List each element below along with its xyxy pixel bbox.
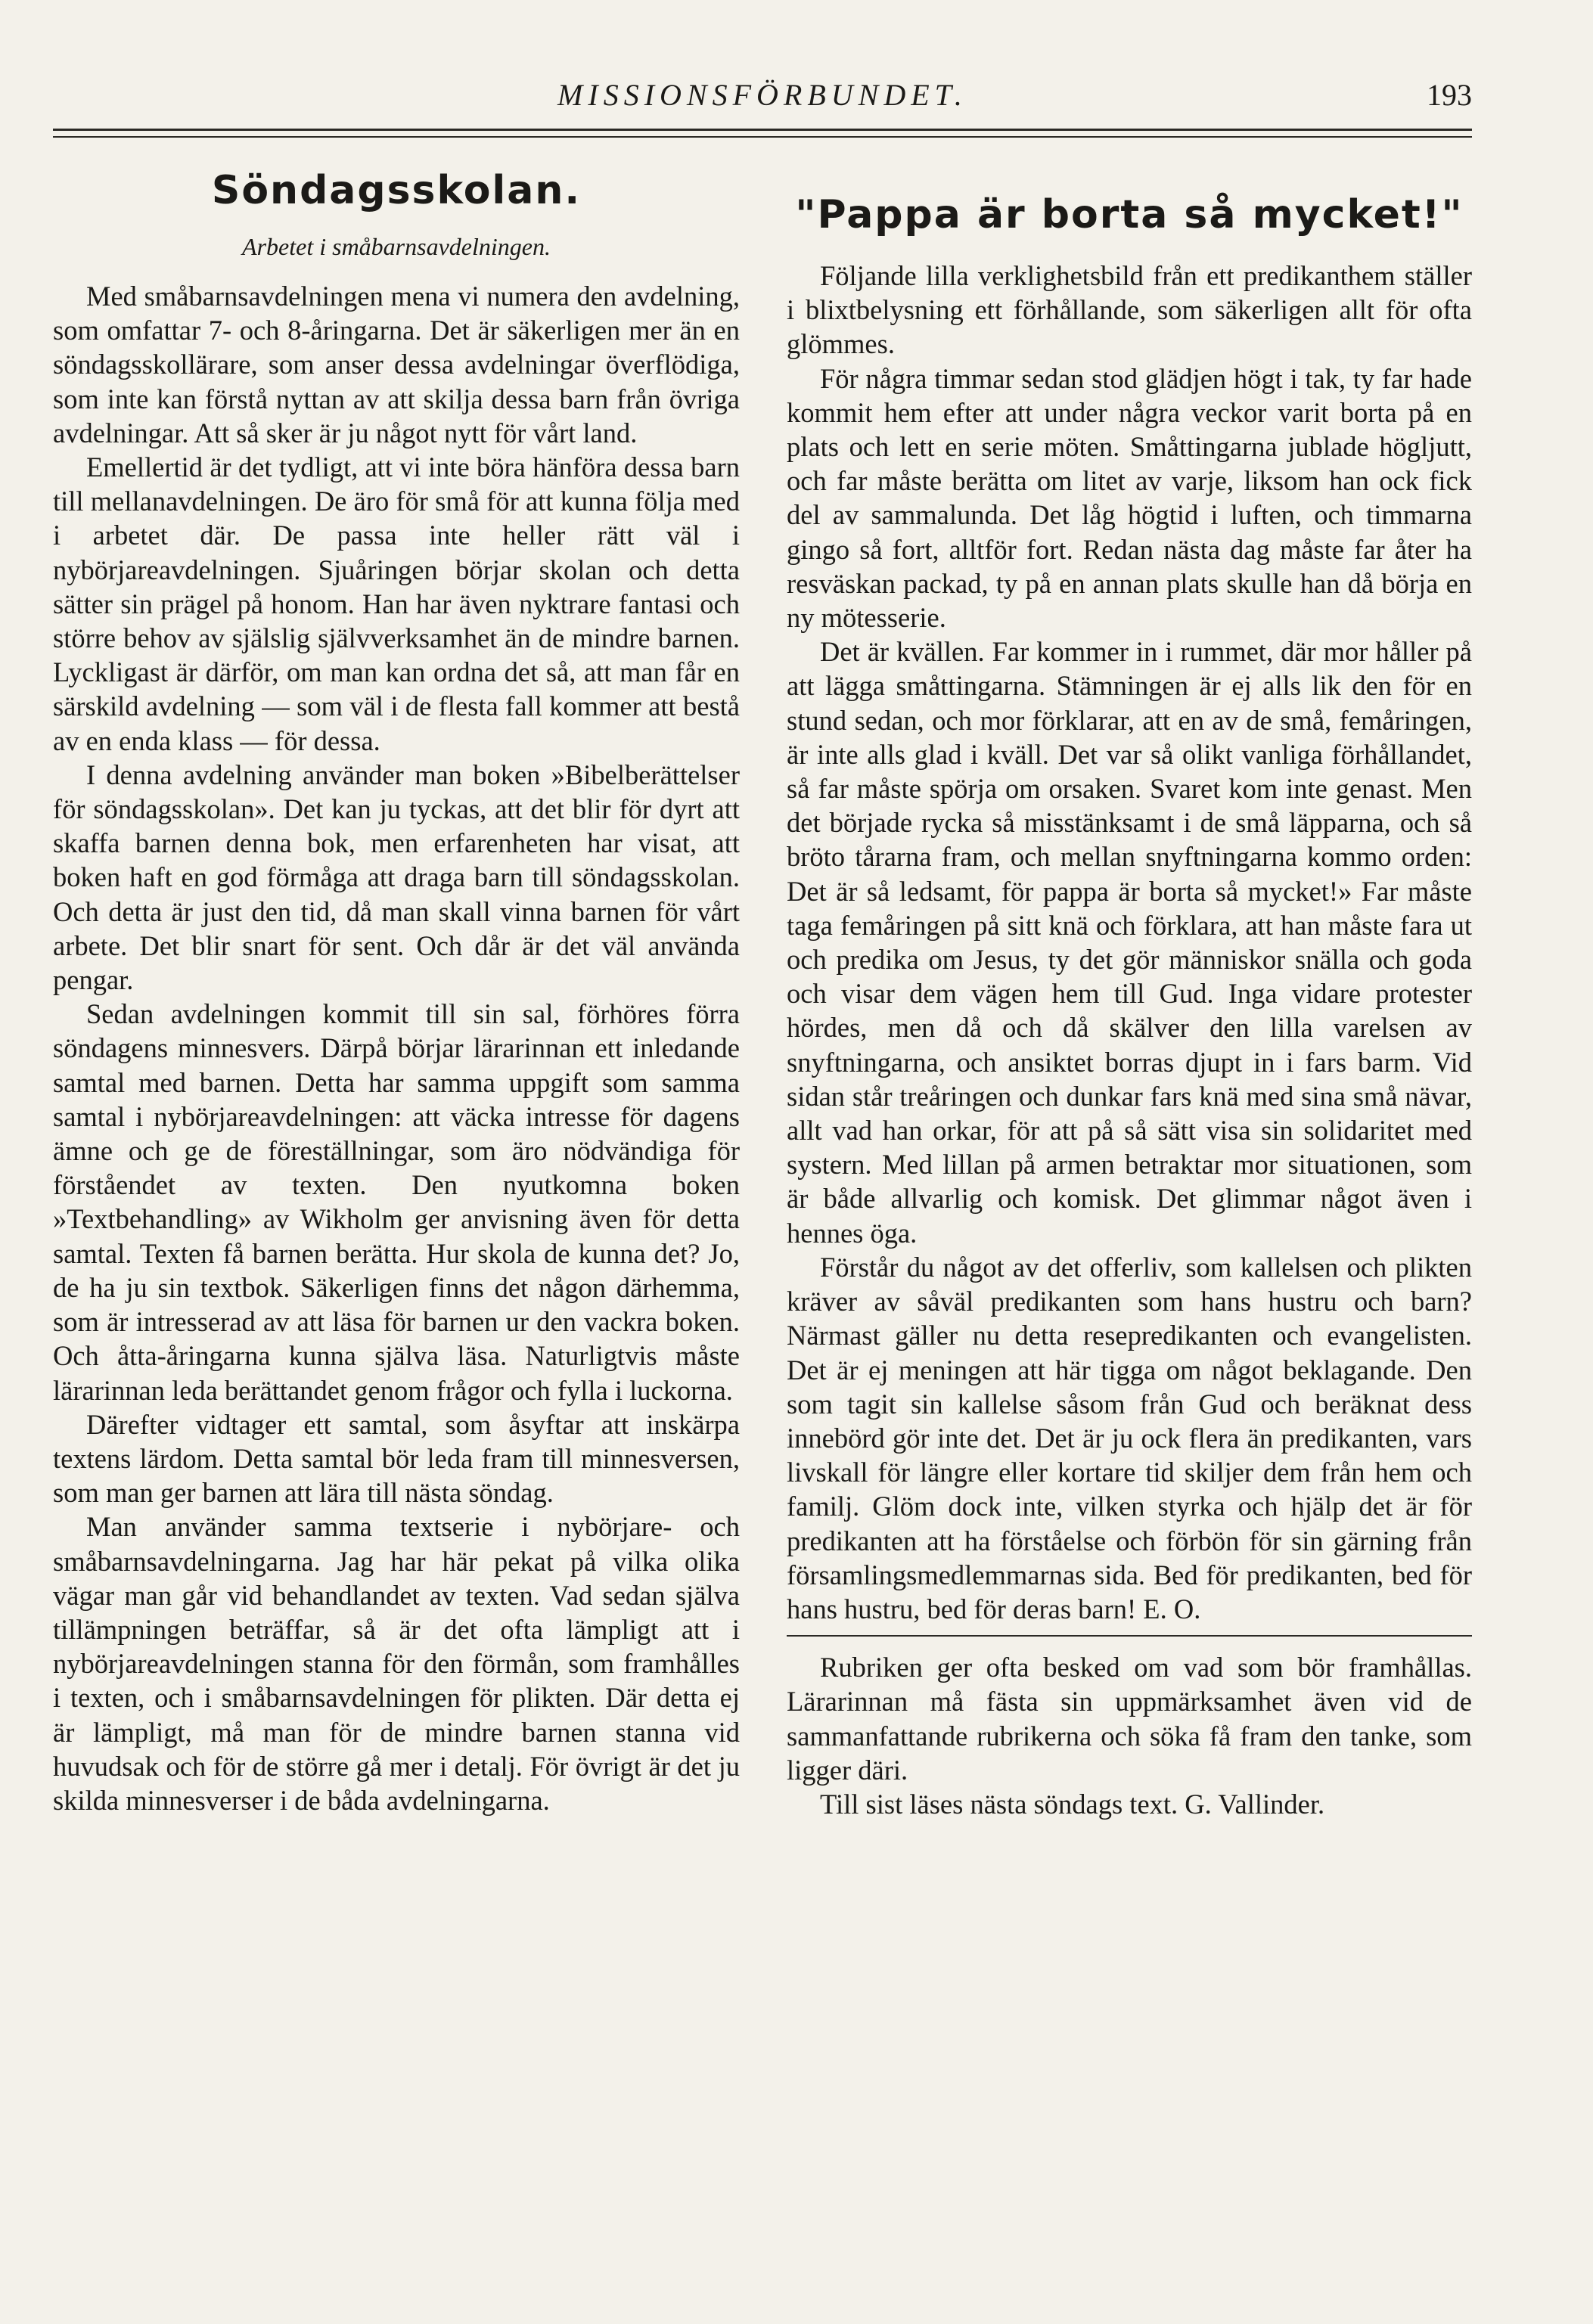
right-column	[787, 166, 1472, 1821]
article-paragraph: För några timmar sedan stod glädjen högt i tak, ty far hade kommit hem efter att under några veckor varit borta på en plats och lett en serie möten. Småttingarna jublade högljutt, och far måste berätta om litet av varje, liksom han ock fick del av sammalunda. Det låg högtid i luften, och timmarna gingo så fort, alltför fort. Redan nästa dag måste far åter ha resväskan packad, ty på en annan plats skulle han då börja en ny mötesserie.	[787, 362, 1472, 634]
article-title-pappa: "Pappa är borta så mycket!"	[795, 192, 1464, 237]
section-divider	[787, 1635, 1472, 1637]
left-column	[53, 166, 740, 1817]
article-paragraph: I denna avdelning använder man boken »Bibelberättelser för söndagsskolan». Det kan ju tyckas, att det blir för dyrt att skaffa barnen denna bok, men erfarenheten har visat, att boken haft en god förmåga att draga barn till söndagsskolan. Och detta är just den tid, då man skall vinna barnen för vårt arbete. Det blir snart för sent. Och dår är det väl använda pengar.	[53, 759, 740, 996]
article-paragraph: Sedan avdelningen kommit till sin sal, förhöres förra söndagens minnesvers. Därpå börjar lärarinnan ett inledande samtal med barnen. Detta har samma uppgift som samma samtal i nybörjareavdelningen: att väcka intresse för dagens ämne och ge de föreställningar, som äro nödvändiga för förståendet av texten. Den nyutkomna boken »Textbehandling» av Wikholm ger anvisning även för detta samtal. Texten få barnen berätta. Hur skola de kunna det? Jo, de ha ju sin textbok. Säkerligen finns det någon därhemma, som är intresserad av att läsa för barnen ur den vackra boken. Och åtta-åringarna kunna själva läsa. Naturligtvis måste lärarinnan leda berättandet genom frågor och fylla i luckorna.	[53, 998, 740, 1406]
running-header	[53, 77, 1472, 123]
article-paragraph: Förstår du något av det offerliv, som kallelsen och plikten kräver av såväl predikanten som hans hustru och barn? Närmast gäller nu detta resepredikanten och evangelisten. Det är ej meningen att här tigga om något beklagande. Den som tagit sin kallelse såsom från Gud och beräknat dess innebörd gör inte det. Det är ju ock flera än predikanten, vars livskall för längre eller kortare tid skiljer dem från hem och familj. Glöm dock inte, vilken styrka och hjälp det är för predikanten att ha förståelse och förbön för sin gärning från församlingsmedlemmarnas sida. Bed för predikanten, bed för hans hustru, bed för deras barn! E. O.	[787, 1251, 1472, 1624]
article-paragraph: Med småbarnsavdelningen mena vi numera den avdelning, som omfattar 7- och 8-åringarna. Det är säkerligen mer än en söndagsskollärare, som anser dessa avdelningar överflödiga, som inte kan förstå nyttan av att skilja dessa barn från övriga avdelningar. Att så sker är ju något nytt för vårt land.	[53, 281, 740, 448]
article-subtitle: Arbetet i småbarnsavdelningen.	[242, 233, 551, 260]
note-paragraph: Till sist läses nästa söndags text. G. Vallinder.	[820, 1788, 1325, 1820]
journal-title: MISSIONSFÖRBUNDET.	[557, 78, 967, 112]
article-paragraph: Man använder samma textserie i nybörjare- och småbarnsavdelningarna. Jag har här pekat på vilka olika vägar man går vid behandlandet av texten. Vad sedan själva tillämpningen beträffar, så är det ofta lämpligt att i nybörjareavdelningen stanna för den förmån, som framhålles i texten, och i småbarnsavdelningen för plikten. Där detta ej är lämpligt, må man för de mindre barnen stanna vid huvudsak och för de större gå mer i detalj. För övrigt är det ju skilda minnesverser i de båda avdelningarna.	[53, 1511, 740, 1816]
article-paragraph: Det är kvällen. Far kommer in i rummet, där mor håller på att lägga småttingarna. Stämningen är ej alls lik den för en stund sedan, och mor förklarar, att en av de små, femåringen, är inte alls glad i kväll. Det var så olikt vanliga förhållandet, så far måste spörja om orsaken. Svaret kom inte genast. Men det började rycka så misstänksamt i de små läpparna, och så bröto tårarna fram, och mellan snyftningarna kommo orden: Det är så ledsamt, för pappa är borta så mycket!» Far måste taga femåringen på sitt knä och förklara, att han måste fara ut och predika om Jesus, ty det gör människor snälla och goda och visar dem vägen hem till Gud. Inga vidare protester hördes, men då och då skälver den lilla varelsen av snyftningarna, och ansiktet borras djupt in i fars barm. Vid sidan står treåringen och dunkar fars knä med sina små nävar, allt vad han orkar, för att på så sätt visa sin solidaritet med systern. Med lillan på armen betraktar mor situationen, som är både allvarlig och komisk. Det glimmar något även i hennes öga.	[787, 636, 1472, 1249]
note-paragraph: Rubriken ger ofta besked om vad som bör framhållas. Lärarinnan må fästa sin uppmärksamhet även vid de sammanfattande rubrikerna och söka få fram den tanke, som ligger däri.	[787, 1652, 1472, 1786]
article-title-sondagsskolan: Söndagsskolan.	[211, 168, 582, 213]
page-number: 193	[1427, 78, 1472, 112]
article-paragraph: Emellertid är det tydligt, att vi inte böra hänföra dessa barn till mellanavdelningen. De äro för små för att kunna följa med i arbetet där. De passa inte heller rätt väl i nybörjareavdelningen. Sjuåringen börjar skolan och detta sätter sin prägel på honom. Han har även nyktrare fantasi och större behov av själslig självverksamhet än de mindre barnen. Lyckligast är därför, om man kan ordna det så, att man får en särskild avdelning — som väl i de flesta fall kommer att bestå av en enda klass — för dessa.	[53, 451, 740, 756]
continuation-note	[787, 1650, 1472, 1821]
article-paragraph: Därefter vidtager ett samtal, som åsyftar att inskärpa textens lärdom. Detta samtal bör leda fram till minnesversen, som man ger barnen att lära till nästa söndag.	[53, 1408, 740, 1509]
header-double-rule	[53, 129, 1472, 138]
article-paragraph: Följande lilla verklighetsbild från ett predikanthem ställer i blixtbelysning ett förhållande, som säkerligen allt för ofta glömmes.	[787, 260, 1472, 360]
